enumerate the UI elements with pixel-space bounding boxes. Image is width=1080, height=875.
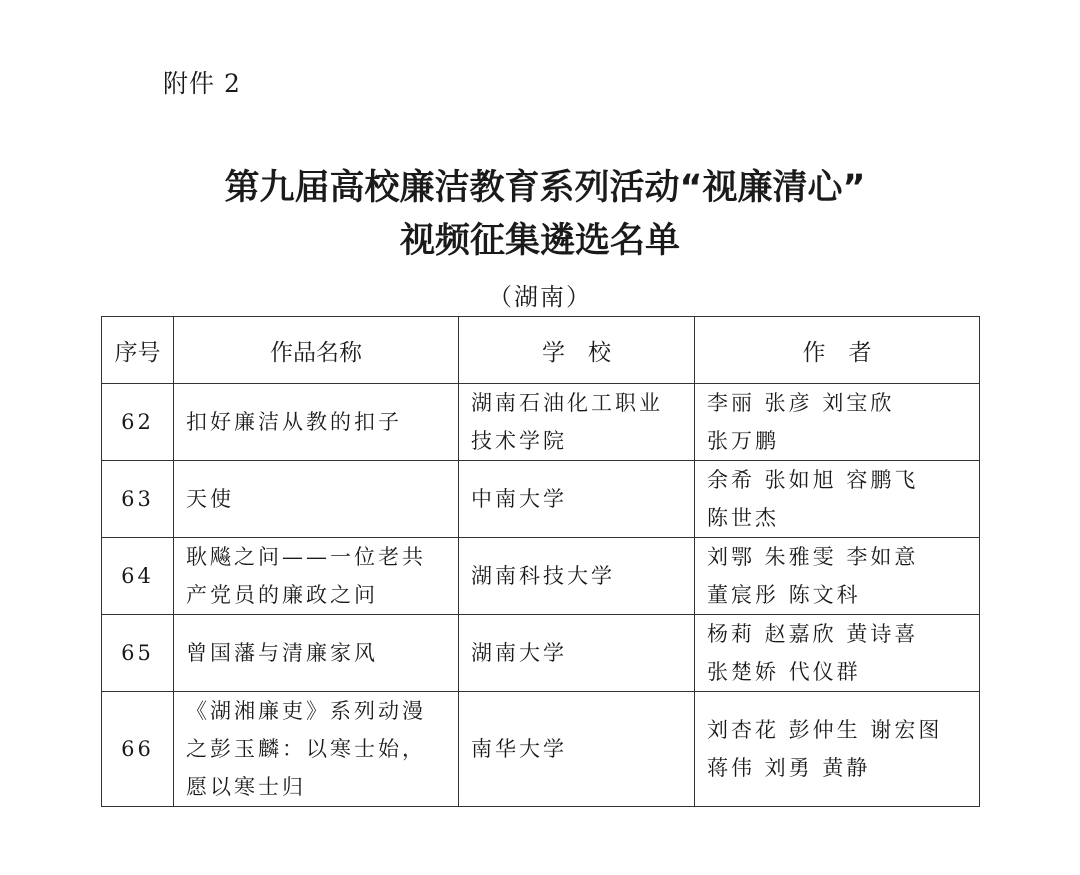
- table-row: [102, 538, 980, 615]
- row-number: 66: [102, 692, 174, 807]
- work-title-line: 扣好廉洁从教的扣子: [186, 410, 402, 434]
- selection-table: [101, 316, 980, 807]
- author-names: [695, 615, 980, 692]
- author-names: [695, 538, 980, 615]
- table-row: [102, 461, 980, 538]
- author-line: 李丽 张彦 刘宝欣: [707, 391, 895, 415]
- author-names: [695, 384, 980, 461]
- author-line: 杨莉 赵嘉欣 黄诗喜: [707, 622, 919, 646]
- school-name: [459, 384, 695, 461]
- author-line: 余希 张如旭 容鹏飞: [707, 468, 919, 492]
- region-label: （湖南）: [488, 283, 592, 311]
- school-name-line: 湖南石油化工职业: [471, 391, 663, 415]
- document-title-line-1: 第九届高校廉洁教育系列活动“视廉清心”: [224, 168, 866, 208]
- author-line: 张楚娇 代仪群: [707, 660, 861, 684]
- row-number: 65: [102, 615, 174, 692]
- work-title-line: 之彭玉麟：以寒士始，: [186, 737, 426, 761]
- row-number: 63: [102, 461, 174, 538]
- author-line: 张万鹏: [707, 429, 779, 453]
- attachment-label: 附件 2: [163, 69, 241, 98]
- work-title-line: 产党员的廉政之问: [186, 583, 378, 607]
- table-row: [102, 692, 980, 807]
- author-line: 刘杏花 彭仲生 谢宏图: [707, 718, 943, 742]
- table-row: [102, 615, 980, 692]
- school-name: [459, 538, 695, 615]
- row-number: 62: [102, 384, 174, 461]
- school-name-line: 湖南科技大学: [471, 564, 615, 588]
- work-title: [174, 384, 459, 461]
- work-title: [174, 692, 459, 807]
- row-number: 64: [102, 538, 174, 615]
- table-header-row: [102, 317, 980, 384]
- work-title-line: 天使: [186, 487, 234, 511]
- document-title-line-2: 视频征集遴选名单: [399, 221, 680, 261]
- work-title-line: 耿飚之问——一位老共: [186, 545, 426, 569]
- author-line: 刘鄂 朱雅雯 李如意: [707, 545, 919, 569]
- column-header-school: 学 校: [459, 317, 695, 384]
- school-name-line: 技术学院: [471, 429, 567, 453]
- column-header-number: 序号: [102, 317, 174, 384]
- school-name: [459, 461, 695, 538]
- column-header-work: 作品名称: [174, 317, 459, 384]
- work-title-line: 《湖湘廉吏》系列动漫: [186, 699, 426, 723]
- school-name-line: 湖南大学: [471, 641, 567, 665]
- author-line: 董宸彤 陈文科: [707, 583, 861, 607]
- school-name: [459, 692, 695, 807]
- school-name: [459, 615, 695, 692]
- school-name-line: 南华大学: [471, 737, 567, 761]
- table-row: [102, 384, 980, 461]
- work-title: [174, 461, 459, 538]
- column-header-author: 作 者: [695, 317, 980, 384]
- work-title-line: 愿以寒士归: [186, 775, 306, 799]
- author-line: 陈世杰: [707, 506, 779, 530]
- school-name-line: 中南大学: [471, 487, 567, 511]
- author-names: [695, 461, 980, 538]
- author-line: 蒋伟 刘勇 黄静: [707, 756, 871, 780]
- work-title-line: 曾国藩与清廉家风: [186, 641, 378, 665]
- work-title: [174, 615, 459, 692]
- author-names: [695, 692, 980, 807]
- work-title: [174, 538, 459, 615]
